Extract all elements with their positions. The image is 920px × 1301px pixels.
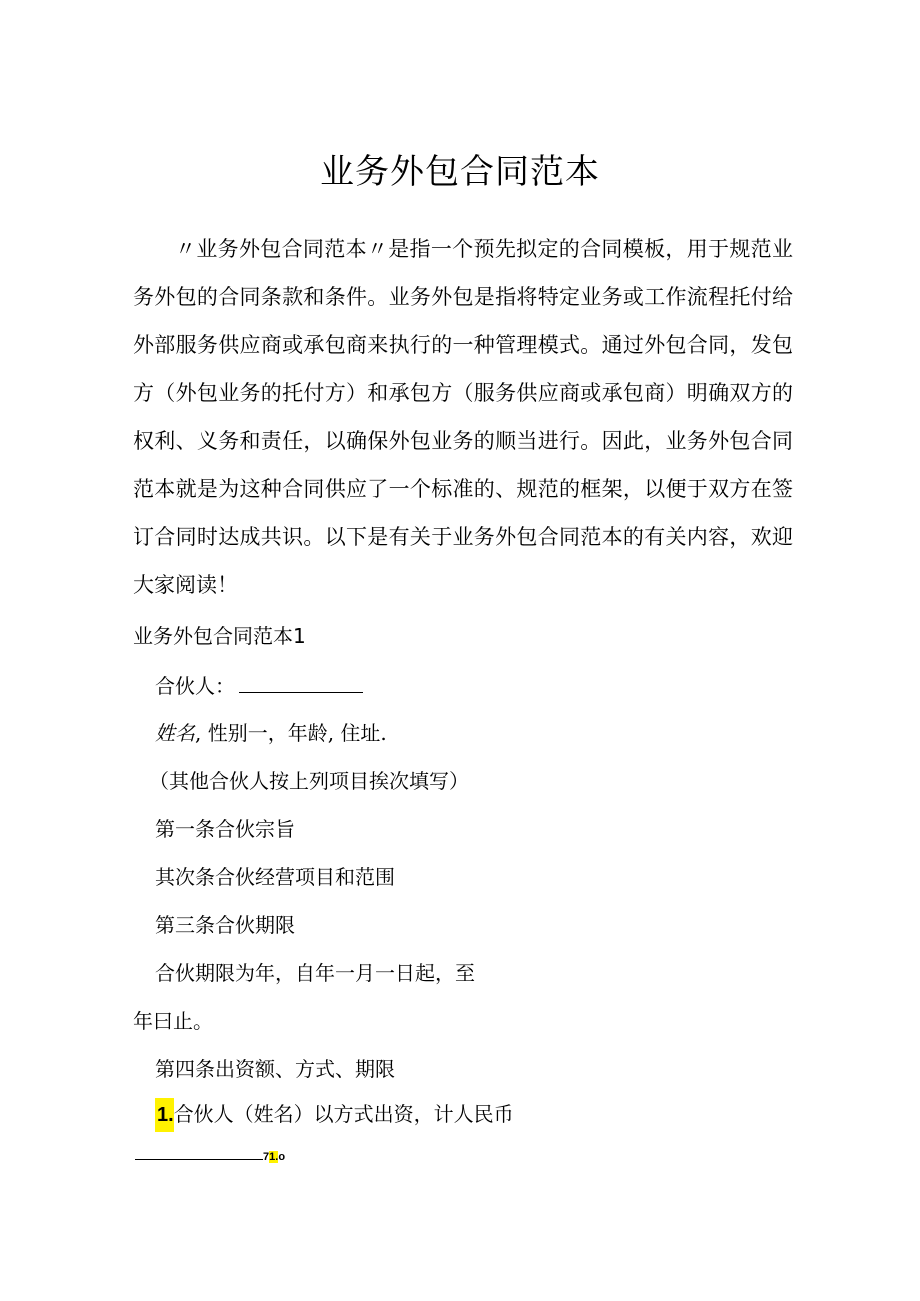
article-1-heading: 第一条合伙宗旨 <box>155 817 295 841</box>
term-line-2: 年曰止。 <box>133 1009 213 1033</box>
amount-suffix-end: o <box>278 1151 286 1163</box>
partner-blank-field <box>239 674 363 693</box>
partner-label: 合伙人： <box>155 674 235 698</box>
section-heading: 业务外包合同范本1 <box>133 624 306 648</box>
item-1-line <box>155 1098 514 1132</box>
article-3-heading: 第三条合伙期限 <box>155 913 295 937</box>
partner-line <box>155 671 363 701</box>
document-title: 业务外包合同范本 <box>320 152 600 192</box>
partner-name-label: 姓名 <box>155 721 195 745</box>
amount-blank-field <box>135 1143 263 1160</box>
item-1-text: 合伙人（姓名）以方式出资，计人民币 <box>173 1102 514 1126</box>
article-4-heading: 第四条出资额、方式、期限 <box>155 1057 395 1081</box>
amount-suffix: 7 <box>263 1151 270 1163</box>
item-1-number: 1. <box>155 1098 174 1132</box>
intro-paragraph: 〃业务外包合同范本〃是指一个预先拟定的合同模板，用于规范业务外包的合同条款和条件。业务外包是指将特定业务或工作流程托付给外部服务供应商或承包商来执行的一种管理模式。通过外包合同，发包方（外包业务的托付方）和承包方（服务供应商或承包商）明确双方的权利、义务和责任，以确保外包业务的顺当进行。因此，业务外包合同范本就是为这种合同供应了一个标准的、规范的框架，以便于双方在签订合同时达成共识。以下是有关于业务外包合同范本的有关内容，欢迎大家阅读！ <box>133 237 793 597</box>
item-1-amount-line <box>135 1138 285 1172</box>
article-2-heading: 其次条合伙经营项目和范围 <box>155 865 395 889</box>
partner-info-line <box>155 718 387 748</box>
partner-info-rest: , 性别一，年龄, 住址. <box>195 721 387 745</box>
other-partners-note: （其他合伙人按上列项目挨次填写） <box>149 769 469 793</box>
amount-suffix-highlight: 1. <box>269 1151 279 1163</box>
term-line-1: 合伙期限为年，自年一月一日起，至 <box>155 961 475 985</box>
